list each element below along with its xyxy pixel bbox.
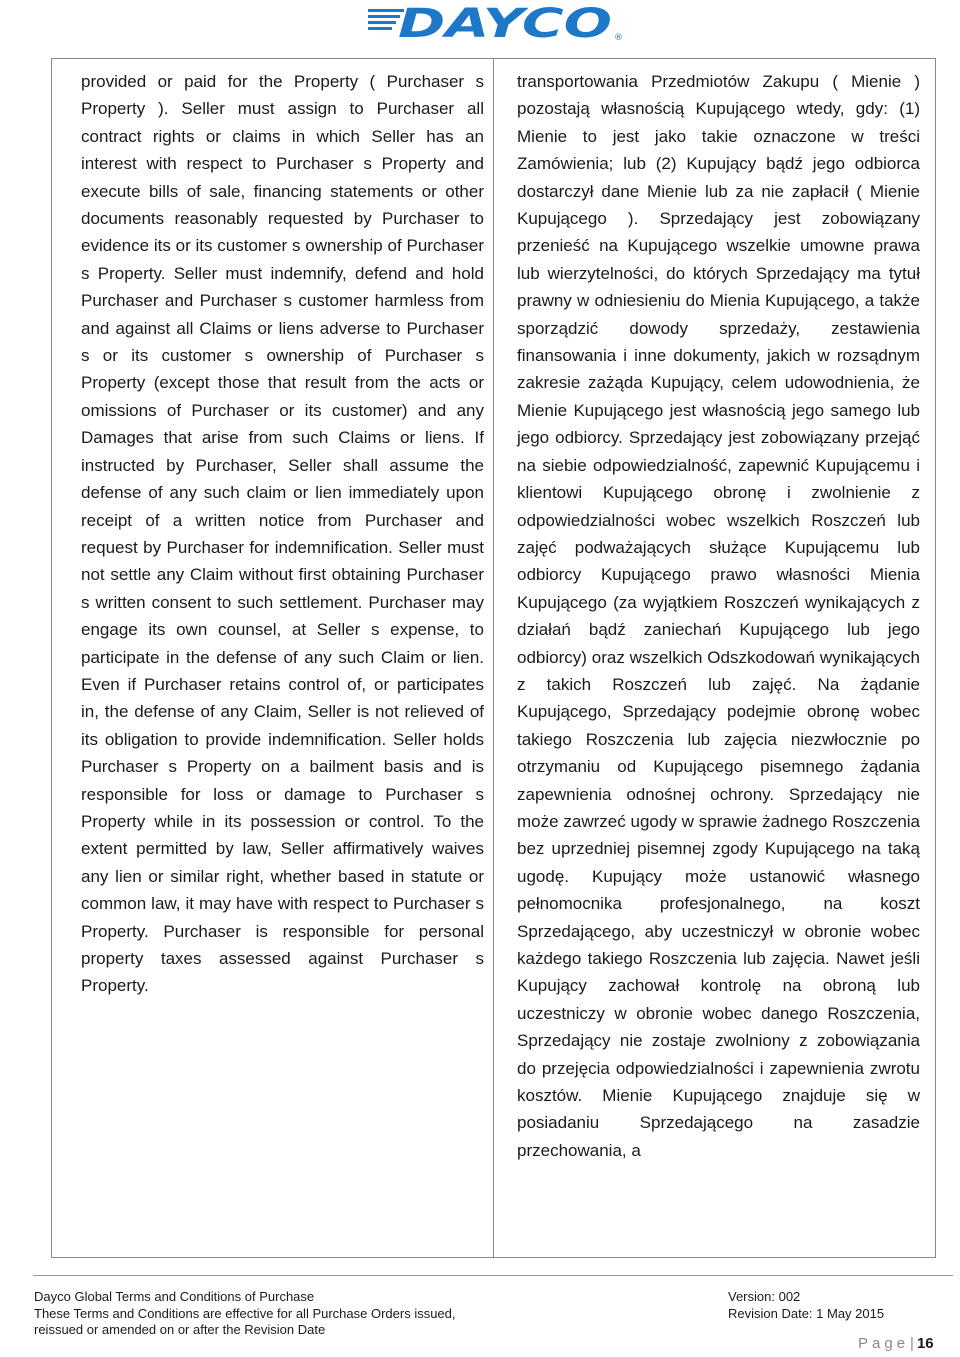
polish-paragraph: transportowania Przedmiotów Zakupu ( Mienie ) pozostają własnością Kupującego wtedy, gdy: (1) Mienie to jest jako takie oznaczone w treści Zamówienia; lub (2) Kupujący bądź jego odbiorca dostarczył dane Mienie lub za nie zapłacił ( Mienie Kupującego ). Sprzedający jest zobowiązany przenieść na Kupującego wszelkie umowne prawa lub wierzytelności, do których Sprzedający ma tytuł prawny w odniesieniu do Mienia Kupującego, a także sporządzić dowody sprzedaży, zestawienia finansowania i inne dokumenty, jakich w rozsądnym zakresie zażąda Kupujący, celem udowodnienia, że Mienie Kupującego jest własnością jego samego lub jego odbiorcy. Sprzedający jest zobowiązany przejąć na siebie odpowiedzialność, zapewnić Kupującemu i klientowi Kupującego obronę i zwolnienie z odpowiedzialności wobec wszelkich Roszczeń lub zajęć podważających służące Kupującemu lub odbiorcy Kupującego prawo własności Mienia Kupującego (za wyjątkiem Roszczeń wynikających z działań bądź zaniechań Kupującego lub jego odbiorcy) oraz wszelkich Odszkodowań wynikających z takich Roszczeń lub zajęć. Na żądanie Kupującego, Sprzedający podejmie obronę wobec takiego Roszczenia lub zajęcia niezwłocznie po otrzymaniu od Kupującego pisemnego żądania zapewnienia odnośnej ochrony. Sprzedający nie może zawrzeć ugody w sprawie żadnego Roszczenia bez uprzedniej pisemnej zgody Kupującego na taką ugodę. Kupujący może ustanowić własnego pełnomocnika profesjonalnego, na koszt Sprzedającego, aby uczestniczył w obronie wobec każdego takiego Roszczenia lub zajęcia. Nawet jeśli Kupujący zachował kontrolę na obroną lub uczestniczy w obronie wobec danego Roszczenia, Sprzedający nie zostaje zwolniony z zobowiązania do przejęcia odpowiedzialności i zapewnienia zwrotu kosztów. Mienie Kupującego znajduje się w posiadaniu Sprzedającego na zasadzie przechowania, a	[517, 72, 920, 1160]
dayco-logo	[368, 2, 630, 42]
page-label: Page	[858, 1335, 910, 1352]
english-column	[81, 68, 484, 1000]
polish-column	[517, 68, 920, 1164]
footer-effective-note-cont: reissued or amended on or after the Revision Date	[34, 1322, 326, 1337]
footer-document-info	[34, 1289, 634, 1339]
logo-wordmark: DAYCO	[398, 2, 612, 42]
registered-mark: ®	[614, 33, 623, 42]
footer-divider	[33, 1275, 953, 1276]
english-paragraph: provided or paid for the Property ( Purchaser s Property ). Seller must assign to Purchaser all contract rights or claims in which Seller has an interest with respect to Purchaser s Property and execute bills of sale, financing statements or other documents reasonably requested by Purchaser to evidence its or its customer s ownership of Purchaser s Property. Seller must indemnify, defend and hold Purchaser and Purchaser s customer harmless from and against all Claims or liens adverse to Purchaser s or its customer s ownership of Purchaser s Property (except those that result from the acts or omissions of Purchaser or its customer) and any Damages that arise from such Claims or liens. If instructed by Purchaser, Seller shall assume the defense of any such claim or lien immediately upon receipt of a written notice from Purchaser and request by Purchaser for indemnification. Seller must not settle any Claim without first obtaining Purchaser s written consent to such settlement. Purchaser may engage its own counsel, at Seller s expense, to participate in the defense of any such Claim or lien. Even if Purchaser retains control of, or participates in, the defense of any Claim, Seller is not relieved of its obligation to provide indemnification. Seller holds Purchaser s Property on a bailment basis and is responsible for loss or damage to Purchaser s Property while in its possession or control. To the extent permitted by law, Seller affirmatively waives any lien or similar right, whether based in statute or common law, it may have with respect to Purchaser s Property. Purchaser is responsible for personal property taxes assessed against Purchaser s Property.	[81, 72, 484, 996]
footer-doc-title: Dayco Global Terms and Conditions of Purchase	[34, 1289, 315, 1304]
page-separator: |	[910, 1335, 914, 1352]
page-number-value: 16	[916, 1335, 934, 1352]
footer-effective-note: These Terms and Conditions are effective for all Purchase Orders issued,	[34, 1305, 456, 1321]
column-divider	[493, 58, 494, 1258]
footer-revision-date: Revision Date: 1 May 2015	[728, 1305, 885, 1321]
footer-version-info	[728, 1289, 938, 1322]
footer-version: Version: 002	[728, 1289, 801, 1304]
page-number	[858, 1334, 934, 1354]
